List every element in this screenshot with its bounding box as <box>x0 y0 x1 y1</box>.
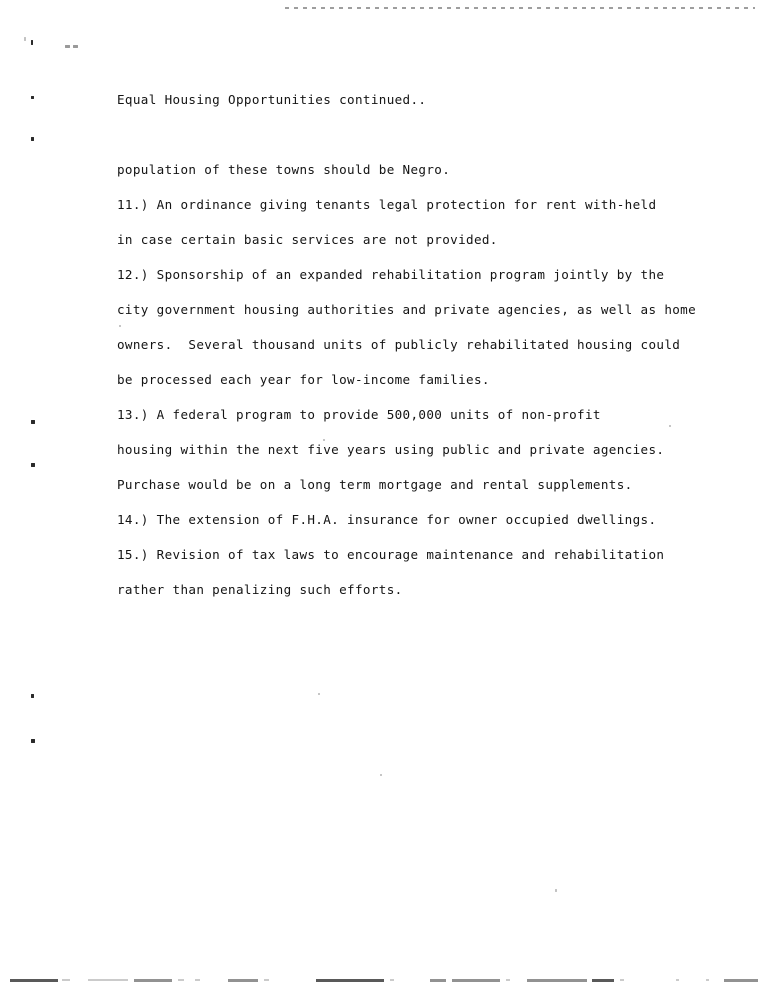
list-item-14 <box>117 502 687 537</box>
list-item-12 <box>117 257 697 397</box>
scan-speck <box>31 40 33 45</box>
scan-artifact-top-dashed-line <box>285 7 755 9</box>
scan-speck <box>31 420 35 424</box>
scan-speck <box>318 693 320 695</box>
continuation-line: population of these towns should be Negro. <box>117 162 451 177</box>
document-heading: Equal Housing Opportunities continued.. <box>117 92 427 107</box>
list-item-13-line-2: housing within the next five years using public and private agencies. <box>117 442 665 457</box>
list-item-14-line-1: 14.) The extension of F.H.A. insurance for owner occupied dwellings. <box>117 512 657 527</box>
scan-artifact-bottom-edge <box>0 977 763 985</box>
scan-speck <box>31 96 34 99</box>
list-item-13-line-1: 13.) A federal program to provide 500,000 units of non-profit <box>117 407 601 422</box>
scan-speck <box>73 45 78 48</box>
scan-speck <box>65 45 70 48</box>
list-item-15-line-2: rather than penalizing such efforts. <box>117 582 403 597</box>
list-item-12-line-2: city government housing authorities and private agencies, as well as home <box>117 302 697 317</box>
document-text-body <box>117 82 697 607</box>
list-item-15-line-1: 15.) Revision of tax laws to encourage maintenance and rehabilitation <box>117 547 665 562</box>
list-item-11 <box>117 187 687 257</box>
list-item-12-line-4: be processed each year for low-income families. <box>117 372 490 387</box>
list-item-11-line-2: in case certain basic services are not provided. <box>117 232 498 247</box>
list-item-12-line-1: 12.) Sponsorship of an expanded rehabilitation program jointly by the <box>117 267 665 282</box>
scan-speck <box>555 889 557 892</box>
list-item-13 <box>117 397 687 502</box>
list-item-11-line-1: 11.) An ordinance giving tenants legal protection for rent with-held <box>117 197 657 212</box>
list-item-12-line-3: owners. Several thousand units of publicly rehabilitated housing could <box>117 337 681 352</box>
heading-spacer <box>117 117 687 152</box>
list-item-15 <box>117 537 687 607</box>
list-item-13-line-3: Purchase would be on a long term mortgage and rental supplements. <box>117 477 633 492</box>
scan-speck <box>380 774 382 776</box>
scan-speck <box>31 694 34 698</box>
scan-speck <box>31 463 35 467</box>
scan-speck <box>24 37 26 41</box>
scan-speck <box>31 739 35 743</box>
scan-speck <box>31 137 34 141</box>
